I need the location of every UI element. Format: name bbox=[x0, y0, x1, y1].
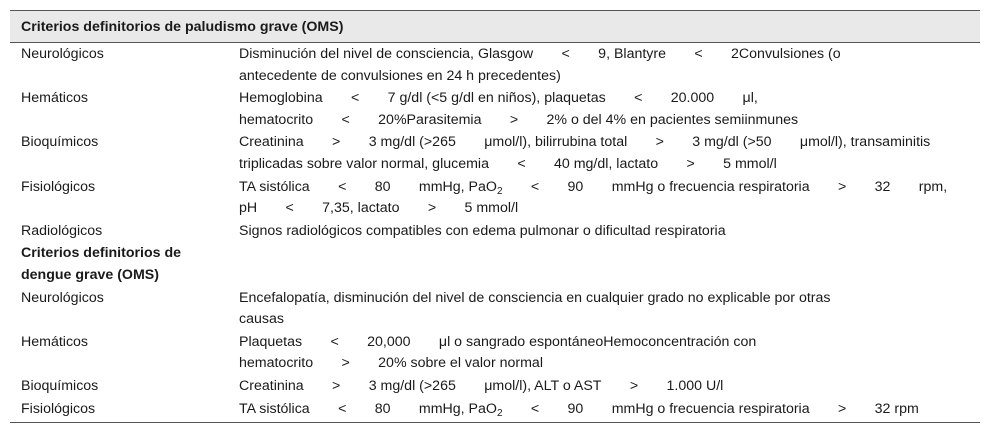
section-title bbox=[10, 242, 239, 286]
table-row bbox=[10, 331, 980, 375]
row-description bbox=[239, 87, 980, 131]
description-line: causas bbox=[239, 311, 284, 328]
row-description bbox=[239, 176, 980, 220]
subscript: 2 bbox=[496, 407, 503, 419]
section-title-line: Criterios definitorios de bbox=[21, 245, 182, 262]
description-line: Signos radiológicos compatibles con edema pulmonar o dificultad respiratoria bbox=[239, 222, 726, 239]
table-row bbox=[10, 87, 980, 131]
description-line: Plaquetas < 20,000 μl o sangrado espontáneoHemoconcentración con bbox=[239, 333, 757, 350]
table-row bbox=[10, 176, 980, 220]
description-line: Disminución del nivel de consciencia, Glasgow < 9, Blantyre < 2Convulsiones (o bbox=[239, 46, 841, 62]
table-row bbox=[10, 398, 980, 421]
section-title-row bbox=[10, 242, 980, 286]
description-line: Hemoglobina < 7 g/dl (<5 g/dl en niños), plaquetas < 20.000 μl, bbox=[239, 90, 758, 107]
row-category: Neurológicos bbox=[21, 46, 104, 62]
description-text: < 90 mmHg o frecuencia respiratoria > 32 rpm, bbox=[502, 178, 948, 195]
row-description bbox=[239, 375, 980, 398]
row-category: Fisiológicos bbox=[21, 400, 96, 417]
row-category: Bioquímicos bbox=[21, 377, 99, 394]
bottom-rule bbox=[10, 422, 980, 423]
row-description bbox=[239, 398, 980, 421]
row-category: Radiológicos bbox=[21, 222, 103, 239]
description-text: < 90 mmHg o frecuencia respiratoria > 32 rpm bbox=[502, 400, 919, 417]
row-category: Neurológicos bbox=[21, 289, 104, 306]
row-category: Fisiológicos bbox=[21, 178, 96, 195]
row-description bbox=[239, 43, 980, 87]
description-text: TA sistólica < 80 mmHg, PaO bbox=[239, 178, 497, 195]
description-text: TA sistólica < 80 mmHg, PaO bbox=[239, 400, 497, 417]
empty-cell bbox=[239, 242, 980, 286]
table-row bbox=[10, 375, 980, 398]
table-row bbox=[10, 220, 980, 243]
row-description bbox=[239, 131, 980, 175]
row-description bbox=[239, 331, 980, 375]
description-line: Encefalopatía, disminución del nivel de consciencia en cualquier grado no explicable por otras bbox=[239, 289, 831, 306]
table-row bbox=[10, 131, 980, 175]
description-line: hematocrito > 20% sobre el valor normal bbox=[239, 355, 543, 372]
description-line: pH < 7,35, lactato > 5 mmol/l bbox=[239, 200, 519, 217]
subscript: 2 bbox=[496, 185, 503, 197]
description-line: hematocrito < 20%Parasitemia > 2% o del 4% en pacientes semiinmunes bbox=[239, 111, 799, 128]
row-description bbox=[239, 220, 980, 243]
section-title-line: dengue grave (OMS) bbox=[21, 266, 159, 283]
criteria-rows bbox=[10, 43, 980, 420]
description-line: antecedente de convulsiones en 24 h precedentes) bbox=[239, 67, 561, 84]
description-line bbox=[239, 177, 970, 199]
description-line: Creatinina > 3 mg/dl (>265 μmol/l), ALT o AST > 1.000 U/l bbox=[239, 377, 724, 394]
table-header-title: Criterios definitorios de paludismo grave (OMS) bbox=[21, 18, 344, 35]
table-row bbox=[10, 287, 980, 331]
description-line: triplicadas sobre valor normal, glucemia < 40 mg/dl, lactato > 5 mmol/l bbox=[239, 155, 777, 172]
table-header bbox=[10, 11, 980, 43]
row-description bbox=[239, 287, 980, 331]
description-line bbox=[239, 399, 970, 421]
table-row bbox=[10, 43, 980, 87]
criteria-table bbox=[10, 10, 980, 423]
description-line: Creatinina > 3 mg/dl (>265 μmol/l), bilirrubina total > 3 mg/dl (>50 μmol/l), transaminitis bbox=[239, 134, 931, 151]
row-category: Hemáticos bbox=[21, 333, 89, 350]
row-category: Hemáticos bbox=[21, 90, 89, 107]
row-category: Bioquímicos bbox=[21, 134, 99, 151]
